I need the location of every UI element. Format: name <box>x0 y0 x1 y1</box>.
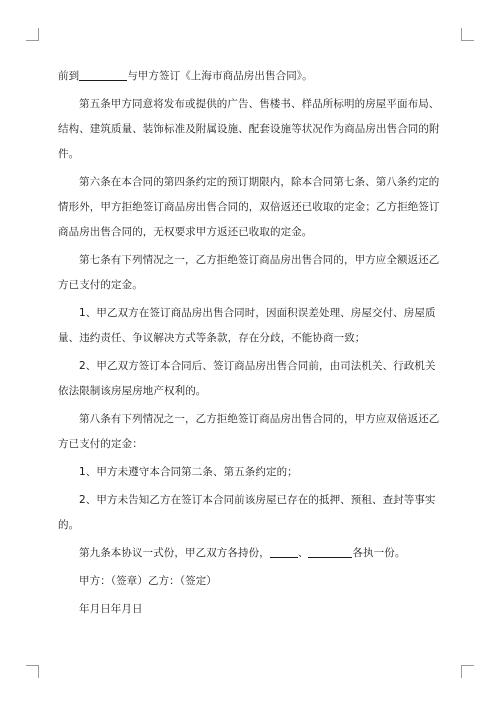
crop-mark-bottom-left <box>26 665 39 678</box>
crop-mark-top-right <box>461 28 474 41</box>
paragraph-article-5: 第五条甲方同意将发布或提供的广告、售楼书、样品所标明的房屋平面布局、结构、建筑质量、装饰标准及附属设施、配套设施等状况作为商品房出售合同的附件。 <box>58 98 440 160</box>
blank-line <box>270 545 298 558</box>
paragraph-signatures: 甲方：（签章）乙方：（签定） <box>79 575 217 587</box>
paragraph-article-9 <box>58 541 442 566</box>
paragraph-article-8-item-2: 2、甲方未告知乙方在签订本合同前该房屋已存在的抵押、预租、查封等事实的。 <box>58 494 436 531</box>
paragraph-article-8-item-1: 1、甲方未遵守本合同第二条、第五条约定的； <box>79 466 298 478</box>
blank-line <box>308 545 352 558</box>
crop-mark-top-left <box>26 28 39 41</box>
paragraph-dates: 年月日年月日 <box>79 603 143 615</box>
paragraph-article-8: 第八条有下列情况之一，乙方拒绝签订商品房出售合同的，甲方应双倍返还乙方已支付的定金： <box>58 413 440 450</box>
paragraph-text: 前到 <box>58 70 80 82</box>
paragraph-text: 第九条本协议一式份，甲乙双方各持份， <box>79 547 270 559</box>
paragraph-signing-date <box>58 64 442 89</box>
paragraph-text: 、 <box>297 547 309 559</box>
paragraph-article-7: 第七条有下列情况之一，乙方拒绝签订商品房出售合同的，甲方应全额返还乙方已支付的定金。 <box>58 254 440 291</box>
blank-line <box>79 68 127 81</box>
document-page <box>58 64 442 625</box>
paragraph-text: 各执一份。 <box>352 547 406 559</box>
paragraph-article-7-item-2: 2、甲乙双方签订本合同后、签订商品房出售合同前，由司法机关、行政机关依法限制该房屋房地产权利的。 <box>58 360 436 397</box>
paragraph-article-7-item-1: 1、甲乙双方在签订商品房出售合同时，因面积误差处理、房屋交付、房屋质量、违约责任、争议解决方式等条款，存在分歧，不能协商一致； <box>58 307 436 344</box>
paragraph-article-6: 第六条在本合同的第四条约定的预订期限内，除本合同第七条、第八条约定的情形外，甲方拒绝签订商品房出售合同的，双倍返还已收取的定金；乙方拒绝签订商品房出售合同的，无权要求甲方返还已收取的定金。 <box>58 176 440 238</box>
paragraph-text: 与甲方签订《上海市商品房出售合同》。 <box>127 70 313 82</box>
crop-mark-bottom-right <box>461 665 474 678</box>
